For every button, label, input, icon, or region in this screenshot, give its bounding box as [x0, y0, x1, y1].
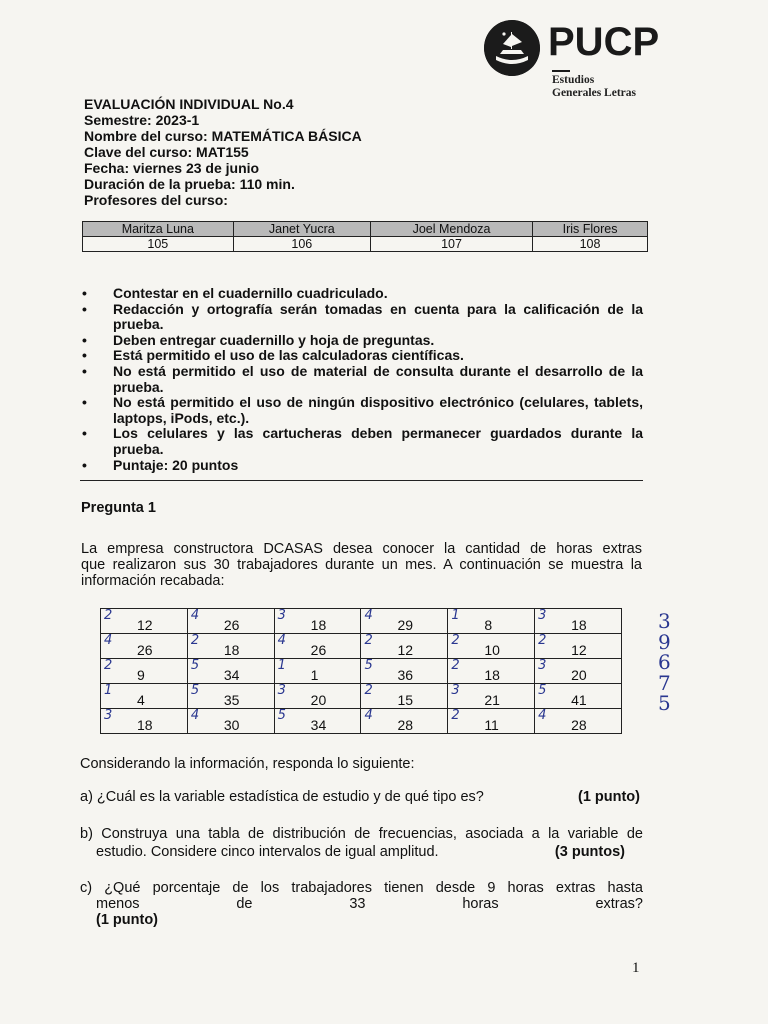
section-divider: [80, 480, 643, 481]
pucp-wordmark: PUCP: [548, 20, 660, 64]
professors-label: Profesores del curso:: [84, 192, 228, 208]
cell-value: 18: [223, 642, 240, 658]
table-cell: [101, 634, 188, 659]
subquestion-c-line2: menos de 33 horas extras?: [96, 896, 643, 912]
rule-text: No está permitido el uso de ningún dispositivo electrónico (celulares, tablets, laptops, iPods, etc.).: [113, 394, 643, 426]
table-row: [101, 634, 622, 659]
rule-text: Los celulares y las cartucheras deben permanecer guardados durante la prueba.: [113, 425, 643, 457]
cell-value: 4: [137, 692, 145, 708]
bullet-icon: •: [82, 394, 87, 411]
cell-value: 15: [397, 692, 414, 708]
handwritten-mark: 2: [364, 633, 373, 648]
table-row: [101, 659, 622, 684]
table-cell: [274, 659, 361, 684]
table-cell: [535, 634, 622, 659]
table-row: [101, 709, 622, 734]
handwritten-mark: 5: [538, 683, 547, 698]
logo-subtitle: [552, 74, 636, 100]
cell-value: 29: [397, 617, 414, 633]
cell-value: 9: [137, 667, 145, 683]
pucp-seal-icon: [484, 20, 540, 76]
handwritten-mark: 4: [277, 633, 286, 648]
table-cell: [361, 634, 448, 659]
table-cell: [535, 684, 622, 709]
table-cell: [187, 684, 274, 709]
cell-value: 41: [571, 692, 587, 708]
handwritten-side-digits: [658, 611, 671, 714]
rule-text: Contestar en el cuadernillo cuadriculado.: [113, 285, 388, 301]
bullet-icon: •: [82, 300, 87, 317]
bullet-icon: •: [82, 347, 87, 364]
table-cell: [448, 659, 535, 684]
cell-value: 26: [310, 642, 327, 658]
table-cell: [535, 659, 622, 684]
handwritten-mark: 2: [104, 658, 113, 673]
side-digit: 9: [658, 629, 671, 654]
intro-line: La empresa constructora DCASAS desea conocer la cantidad de horas extras: [81, 541, 642, 557]
handwritten-mark: 2: [451, 658, 460, 673]
table-cell: [274, 609, 361, 634]
rule-text: Está permitido el uso de las calculadoras científicas.: [113, 347, 464, 364]
cell-value: 8: [484, 617, 493, 633]
rule-text: Puntaje: 20 puntos: [113, 456, 239, 473]
subquestion-b-text: estudio. Considere cinco intervalos de igual amplitud.: [96, 844, 439, 860]
handwritten-mark: 4: [104, 633, 113, 648]
cell-value: 18: [571, 617, 587, 633]
table-cell: [274, 634, 361, 659]
page-number: 1: [632, 960, 640, 976]
logo-subtitle-line2: Generales Letras: [552, 87, 636, 99]
handwritten-mark: 5: [277, 708, 286, 723]
subquestion-a-points: (1 punto): [577, 789, 640, 805]
exam-header: [84, 96, 362, 208]
logo-divider: [552, 70, 570, 72]
exam-duration: Duración de la prueba: 110 min.: [84, 176, 295, 192]
pucp-logo: [484, 18, 664, 98]
cell-value: 12: [571, 642, 587, 658]
table-cell: [535, 609, 622, 634]
handwritten-mark: 3: [451, 683, 460, 698]
intro-line: que realizaron sus 30 trabajadores durante un mes. A continuación se muestra la: [81, 557, 642, 573]
handwritten-mark: 4: [364, 708, 373, 723]
handwritten-mark: 2: [451, 708, 460, 723]
bullet-icon: •: [82, 331, 87, 348]
subquestion-c-points: (1 punto): [96, 912, 159, 928]
handwritten-mark: 2: [451, 633, 460, 648]
table-row: [101, 609, 622, 634]
exam-title: EVALUACIÓN INDIVIDUAL No.4: [84, 96, 294, 112]
table-cell: [187, 634, 274, 659]
table-cell: [274, 684, 361, 709]
cell-value: 18: [137, 717, 153, 733]
cell-value: 18: [484, 667, 500, 683]
question-title: Pregunta 1: [81, 500, 156, 516]
handwritten-mark: 5: [364, 658, 373, 673]
subquestion-b-points: (3 puntos): [554, 844, 625, 860]
professor-code: 107: [370, 237, 532, 252]
rule-text: No está permitido el uso de material de consulta durante el desarrollo de la prueba.: [113, 362, 643, 395]
cell-value: 36: [397, 667, 414, 683]
table-cell: [535, 709, 622, 734]
handwritten-mark: 3: [538, 608, 547, 623]
cell-value: 11: [484, 717, 499, 733]
rule-item: [80, 364, 643, 395]
handwritten-mark: 1: [104, 683, 113, 698]
professors-table: [82, 221, 648, 252]
handwritten-mark: 2: [190, 633, 200, 648]
bullet-icon: •: [82, 362, 87, 379]
handwritten-mark: 3: [277, 683, 286, 698]
table-cell: [448, 684, 535, 709]
table-cell: [361, 709, 448, 734]
overtime-data-table: [100, 608, 622, 734]
cell-value: 26: [137, 642, 153, 658]
professor-name: Janet Yucra: [233, 222, 370, 237]
rule-item: [80, 286, 643, 302]
table-cell: [101, 684, 188, 709]
cell-value: 26: [223, 617, 240, 633]
cell-value: 34: [310, 717, 327, 733]
handwritten-mark: 2: [364, 683, 373, 698]
table-cell: [448, 709, 535, 734]
rule-item: [80, 302, 643, 333]
bullet-icon: •: [82, 425, 87, 442]
handwritten-mark: 4: [190, 708, 200, 723]
handwritten-mark: 2: [538, 633, 547, 648]
cell-value: 10: [484, 642, 500, 658]
intro-line: información recabada:: [81, 573, 225, 589]
handwritten-mark: 4: [190, 608, 200, 623]
exam-semester: Semestre: 2023-1: [84, 112, 200, 128]
handwritten-mark: 1: [277, 658, 286, 673]
handwritten-mark: 3: [277, 608, 286, 623]
subquestion-b-line1: b) Construya una tabla de distribución de frecuencias, asociada a la variable de: [80, 826, 643, 842]
cell-value: 20: [571, 667, 587, 683]
exam-date: Fecha: viernes 23 de junio: [84, 160, 260, 176]
side-digit: 7: [658, 670, 671, 695]
handwritten-mark: 2: [104, 608, 113, 623]
cell-value: 12: [397, 642, 414, 658]
subquestion-c-line1: c) ¿Qué porcentaje de los trabajadores tienen desde 9 horas extras hasta: [80, 880, 643, 896]
table-cell: [101, 709, 188, 734]
professor-name: Joel Mendoza: [370, 222, 532, 237]
cell-value: 12: [137, 617, 153, 633]
rule-text: Redacción y ortografía serán tomadas en cuenta para la calificación de la prueba.: [113, 300, 643, 333]
course-code: Clave del curso: MAT155: [84, 144, 249, 160]
side-digit: 6: [658, 650, 671, 674]
professors-names-row: [83, 222, 648, 237]
cell-value: 35: [223, 692, 240, 708]
subquestion-c: [80, 880, 643, 928]
subquestion-a: [80, 789, 642, 805]
professor-name: Maritza Luna: [83, 222, 234, 237]
rule-item: [80, 458, 643, 474]
table-cell: [361, 609, 448, 634]
handwritten-mark: 4: [364, 608, 373, 623]
handwritten-mark: 4: [538, 708, 547, 723]
cell-value: 18: [310, 617, 327, 633]
table-cell: [101, 609, 188, 634]
handwritten-mark: 5: [190, 658, 200, 673]
professor-code: 105: [83, 237, 234, 252]
table-cell: [187, 659, 274, 684]
professors-codes-row: [83, 237, 648, 252]
handwritten-mark: 1: [451, 608, 460, 623]
cell-value: 21: [484, 692, 500, 708]
rule-text: Deben entregar cuadernillo y hoja de preguntas.: [113, 331, 435, 348]
rule-item: [80, 395, 643, 426]
side-digit: 3: [658, 609, 671, 633]
cell-value: 34: [223, 667, 240, 683]
considering-text: Considerando la información, responda lo siguiente:: [80, 756, 415, 772]
exam-rules-list: [80, 286, 643, 473]
handwritten-mark: 3: [104, 708, 113, 723]
rule-item: [80, 333, 643, 349]
professor-code: 106: [233, 237, 370, 252]
cell-value: 28: [571, 717, 587, 733]
table-cell: [448, 609, 535, 634]
course-name: Nombre del curso: MATEMÁTICA BÁSICA: [84, 128, 362, 144]
handwritten-mark: 5: [190, 683, 200, 698]
table-cell: [187, 709, 274, 734]
cell-value: 20: [310, 692, 327, 708]
logo-subtitle-line1: Estudios: [552, 74, 595, 86]
subquestion-b: [80, 825, 643, 861]
table-cell: [274, 709, 361, 734]
table-cell: [187, 609, 274, 634]
subquestion-b-line2: [80, 843, 643, 861]
professor-name: Iris Flores: [533, 222, 648, 237]
rule-item: [80, 426, 643, 457]
rule-item: [80, 348, 643, 364]
side-digit: 5: [658, 691, 671, 715]
cell-value: 30: [223, 717, 240, 733]
table-row: [101, 684, 622, 709]
professor-code: 108: [533, 237, 648, 252]
handwritten-mark: 3: [538, 658, 547, 673]
subquestion-a-text: a) ¿Cuál es la variable estadística de estudio y de qué tipo es?: [80, 789, 484, 805]
table-cell: [448, 634, 535, 659]
table-cell: [361, 659, 448, 684]
cell-value: 28: [397, 717, 414, 733]
table-cell: [101, 659, 188, 684]
question-intro: [81, 541, 642, 589]
cell-value: 1: [310, 667, 319, 683]
bullet-icon: •: [82, 285, 87, 301]
bullet-icon: •: [82, 456, 87, 473]
table-cell: [361, 684, 448, 709]
